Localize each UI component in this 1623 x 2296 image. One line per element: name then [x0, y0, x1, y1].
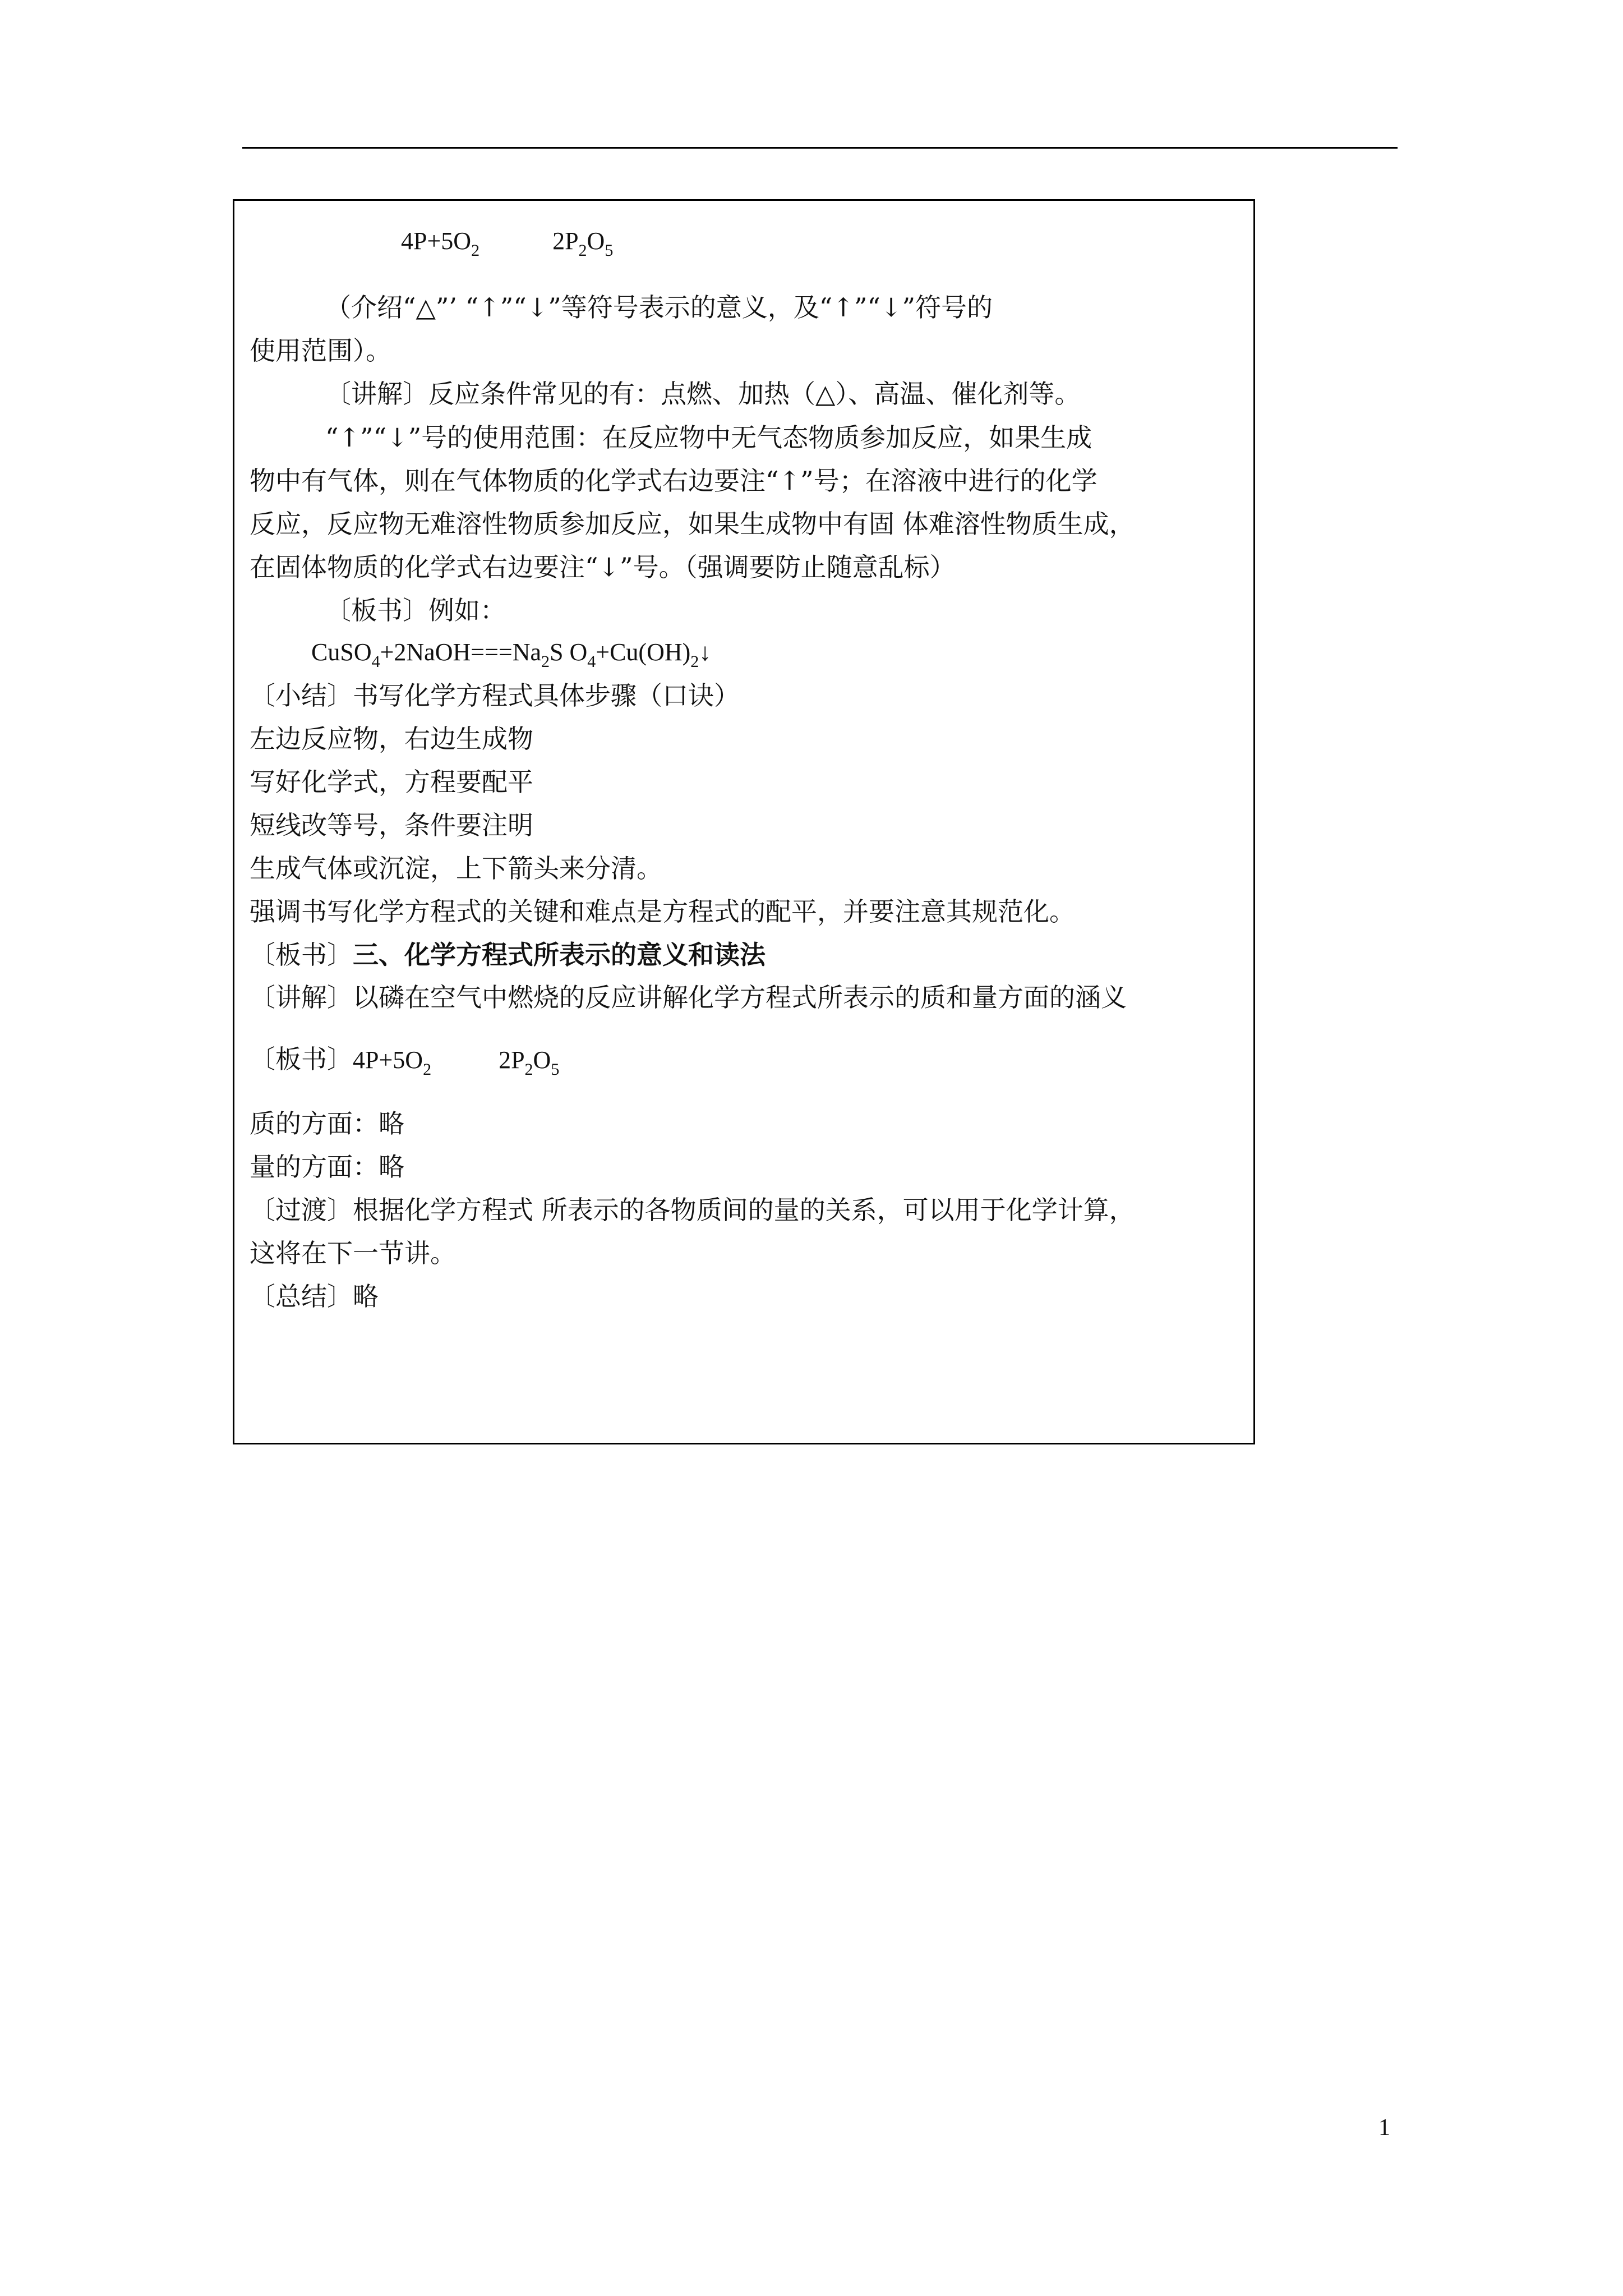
- cuso4-part-1: CuSO: [311, 638, 372, 666]
- explain-phosphorus: 〔讲解〕以磷在空气中燃烧的反应讲解化学方程式所表示的质和量方面的涵义: [250, 982, 1127, 1013]
- equation-cuso4: [311, 636, 711, 669]
- board-equation-prefix: 〔板书〕: [250, 1044, 353, 1074]
- equation-product-subscript-2: 5: [605, 241, 614, 260]
- equation-product-prefix: 2P: [552, 227, 579, 255]
- board-equation-product-subscript-1: 2: [524, 1060, 533, 1079]
- board-heading: [250, 938, 766, 972]
- arrow-usage-line-2: 物中有气体，则在气体物质的化学式右边要注“↑”号；在溶液中进行的化学: [250, 466, 1098, 496]
- board-equation-reactants: 4P+5O: [353, 1046, 423, 1074]
- board-equation: [250, 1042, 559, 1077]
- equation-reactant-subscript: 2: [471, 241, 480, 260]
- arrow-usage-line-1: “↑”“↓”号的使用范围：在反应物中无气态物质参加反应，如果生成: [325, 422, 1092, 453]
- board-equation-product-prefix: 2P: [499, 1046, 525, 1074]
- cuso4-subscript-2: 2: [541, 652, 550, 671]
- board-heading-prefix: 〔板书〕: [250, 940, 353, 970]
- cuso4-part-2: +2NaOH===Na: [380, 638, 542, 666]
- mnemonic-line-2: 写好化学式，方程要配平: [250, 767, 533, 797]
- board-example: 〔板书〕例如：: [325, 595, 506, 625]
- arrow-usage-line-3: 反应，反应物无难溶性物质参加反应，如果生成物中有固 体难溶性物质生成，: [250, 509, 1135, 539]
- mnemonic-line-4: 生成气体或沉淀，上下箭头来分清。: [250, 853, 662, 884]
- transition-line-1: 〔过渡〕根据化学方程式 所表示的各物质间的量的关系，可以用于化学计算，: [250, 1195, 1135, 1225]
- transition-line-2: 这将在下一节讲。: [250, 1238, 456, 1268]
- header-rule: [242, 147, 1398, 149]
- cuso4-part-3: S O: [550, 638, 588, 666]
- board-equation-reactant-subscript: 2: [423, 1060, 432, 1079]
- equation-phosphorus: [401, 224, 613, 258]
- intro-paragraph-line-1: （介绍“△”’ “↑”“↓”等符号表示的意义，及“↑”“↓”符号的: [325, 292, 993, 323]
- equation-product-subscript-1: 2: [578, 241, 587, 260]
- cuso4-subscript-4: 2: [690, 652, 699, 671]
- board-equation-product-subscript-2: 5: [551, 1060, 560, 1079]
- equation-reactants: 4P+5O: [401, 227, 472, 255]
- quantity-aspect: 量的方面：略: [250, 1152, 404, 1182]
- mnemonic-line-3: 短线改等号，条件要注明: [250, 810, 533, 840]
- board-heading-title: 三、化学方程式所表示的意义和读法: [353, 940, 766, 970]
- emphasis-line: 强调书写化学方程式的关键和难点是方程式的配平，并要注意其规范化。: [250, 896, 1075, 927]
- board-equation-product-mid: O: [533, 1046, 551, 1074]
- cuso4-part-4: +Cu(OH): [596, 638, 691, 666]
- page-number: 1: [1378, 2115, 1390, 2141]
- conclusion-line: 〔总结〕略: [250, 1281, 379, 1312]
- quality-aspect: 质的方面：略: [250, 1108, 404, 1139]
- cuso4-subscript-3: 4: [587, 652, 596, 671]
- intro-paragraph-line-2: 使用范围）。: [250, 335, 391, 366]
- cuso4-part-5: ↓: [699, 638, 712, 666]
- cuso4-subscript-1: 4: [371, 652, 380, 671]
- explain-conditions: 〔讲解〕反应条件常见的有：点燃、加热（△）、高温、催化剂等。: [325, 379, 1081, 409]
- mnemonic-line-1: 左边反应物，右边生成物: [250, 724, 533, 754]
- equation-product-mid: O: [587, 227, 605, 255]
- summary-title: 〔小结〕书写化学方程式具体步骤（口诀）: [250, 680, 740, 711]
- arrow-usage-line-4: 在固体物质的化学式右边要注“↓”号。（强调要防止随意乱标）: [250, 552, 956, 582]
